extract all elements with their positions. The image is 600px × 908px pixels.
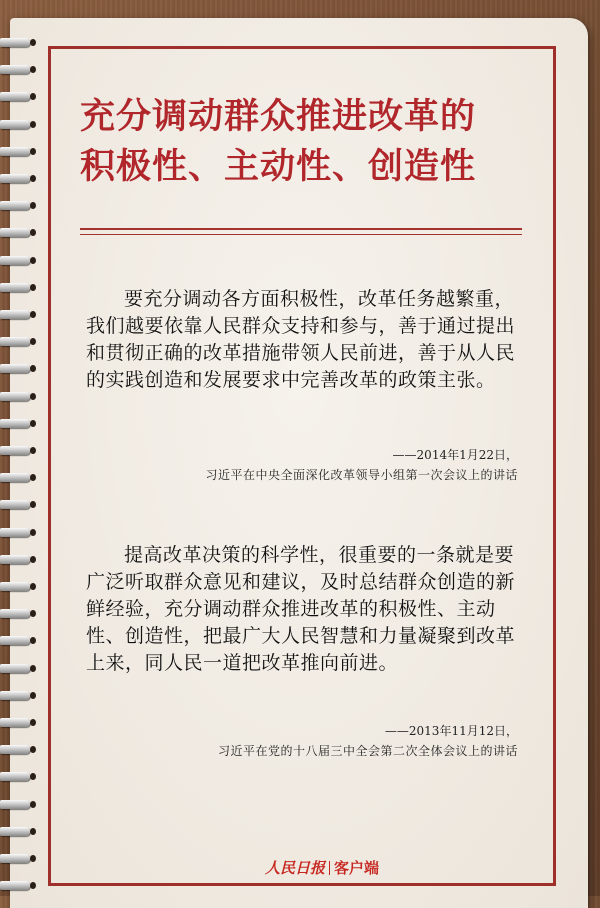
binding-ring <box>0 528 30 537</box>
binding-ring <box>0 147 30 156</box>
binding-ring <box>0 636 30 645</box>
binding-ring <box>0 283 30 292</box>
title-divider <box>80 228 522 230</box>
binding-ring <box>0 854 30 863</box>
binding-ring <box>0 881 30 890</box>
binding-ring <box>0 555 30 564</box>
title-divider-thin <box>80 234 522 235</box>
title-line-2: 积极性、主动性、创造性 <box>80 147 477 187</box>
binding-ring <box>0 473 30 482</box>
binding-ring <box>0 120 30 129</box>
quote-1-source: 习近平在中央全面深化改革领导小组第一次会议上的讲话 <box>205 468 518 482</box>
binding-ring <box>0 718 30 727</box>
binding-ring <box>0 772 30 781</box>
quote-2-date: ——2013年11月12日， <box>384 724 518 738</box>
binding-ring <box>0 65 30 74</box>
binding-ring <box>0 664 30 673</box>
brand-separator <box>329 861 330 875</box>
binding-ring <box>0 392 30 401</box>
binding-ring <box>0 201 30 210</box>
binding-ring <box>0 827 30 836</box>
binding-ring <box>0 310 30 319</box>
brand-name: 人民日报 <box>265 859 326 877</box>
binding-ring <box>0 500 30 509</box>
page-title <box>80 92 540 192</box>
binding-ring <box>0 419 30 428</box>
binding-ring <box>0 38 30 47</box>
quote-2-source: 习近平在党的十八届三中全会第二次全体会议上的讲话 <box>217 744 518 758</box>
brand-logo <box>265 857 379 878</box>
binding-ring <box>0 337 30 346</box>
binding-ring <box>0 582 30 591</box>
binding-ring <box>0 691 30 700</box>
quote-1-date: ——2014年1月22日， <box>392 448 518 462</box>
binding-ring <box>0 174 30 183</box>
binding-ring <box>0 228 30 237</box>
title-line-1: 充分调动群众推进改革的 <box>80 97 477 137</box>
brand-client-label: 客户端 <box>334 859 380 877</box>
binding-ring <box>0 446 30 455</box>
binding-ring <box>0 745 30 754</box>
binding-ring <box>0 256 30 265</box>
quote-2-text: 提高改革决策的科学性，很重要的一条就是要广泛听取群众意见和建议，及时总结群众创造的新鲜经验，充分调动群众推进改革的积极性、主动性、创造性，把最广大人民智慧和力量凝聚到改革上来，同人民一道把改革推向前进。 <box>86 544 516 674</box>
binding-ring <box>0 800 30 809</box>
quote-1-text: 要充分调动各方面积极性，改革任务越繁重，我们越要依靠人民群众支持和参与，善于通过提出和贯彻正确的改革措施带领人民前进，善于从人民的实践创造和发展要求中完善改革的政策主张。 <box>86 288 516 391</box>
binding-ring <box>0 609 30 618</box>
binding-ring <box>0 364 30 373</box>
binding-ring <box>0 92 30 101</box>
